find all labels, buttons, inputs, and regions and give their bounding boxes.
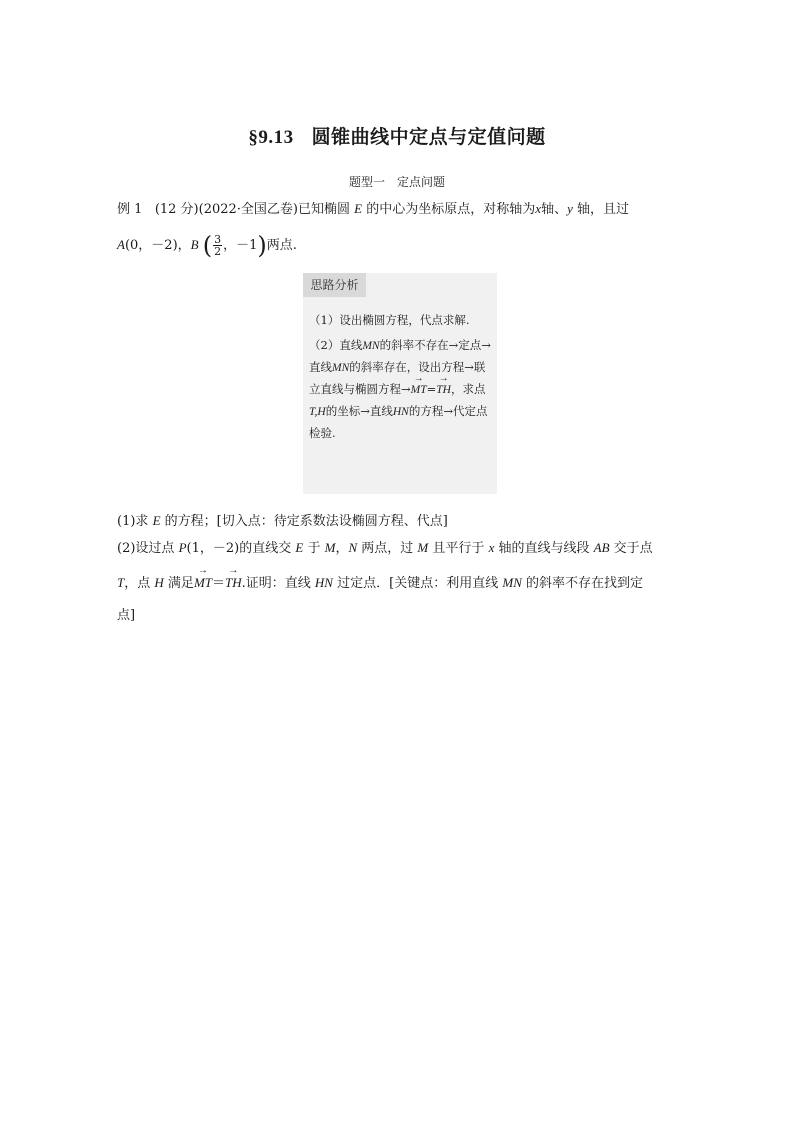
analysis-fragment: 的斜率不存在→定点→直线 xyxy=(309,338,491,374)
analysis-fragment: （2）直线 xyxy=(309,338,363,352)
question-2-line-2 xyxy=(117,573,677,594)
question-text: (1)求 xyxy=(117,514,149,529)
math-var: P xyxy=(178,540,187,555)
math-var: T,H xyxy=(309,406,326,418)
vector-th: → TH xyxy=(225,573,242,593)
example-label: 例 1 xyxy=(117,202,143,217)
analysis-header: 思路分析 xyxy=(303,273,366,297)
equals-sign: = xyxy=(426,382,437,396)
analysis-step-1: （1）设出椭圆方程，代点求解. xyxy=(309,313,470,327)
question-text: 轴的直线与线段 xyxy=(498,541,590,556)
math-var: N xyxy=(348,540,358,555)
question-text: ，点 xyxy=(124,576,151,591)
example-points: (12 分) xyxy=(154,202,199,217)
analysis-fragment: 的坐标→直线 xyxy=(325,404,393,418)
question-text: 两点，过 xyxy=(361,541,414,556)
fraction xyxy=(213,234,222,257)
math-var: A xyxy=(117,237,125,252)
question-text: .证明：直线 xyxy=(241,576,311,591)
type-title: 定点问题 xyxy=(397,175,446,189)
vector-mt: → MT xyxy=(411,380,427,401)
example-text: 轴、 xyxy=(541,202,568,217)
question-text: 过定点． xyxy=(337,576,390,591)
example-text: ，－1 xyxy=(223,238,258,253)
question-2-line-1 xyxy=(117,538,677,559)
math-var: E xyxy=(152,513,161,528)
analysis-box xyxy=(303,273,497,494)
question-hint: 点] xyxy=(117,608,136,623)
example-text: 已知椭圆 xyxy=(298,202,351,217)
question-text: (1，－2)的直线交 xyxy=(186,541,292,556)
math-var: HN xyxy=(314,575,333,590)
question-text: 且平行于 xyxy=(432,541,485,556)
analysis-text xyxy=(309,310,493,444)
paren-open: ( xyxy=(202,231,213,260)
fraction-denominator: 2 xyxy=(214,245,222,258)
math-var: B xyxy=(190,237,199,252)
example-text: 两点. xyxy=(266,238,297,253)
example-text: 的中心为坐标原点，对称轴为 xyxy=(366,202,536,217)
math-var: H xyxy=(154,575,164,590)
question-text: 满足 xyxy=(167,576,194,591)
paren-close: ) xyxy=(257,231,267,260)
type-label: 题型一 xyxy=(348,175,385,189)
question-hint: [切入点：待定系数法设椭圆方程、代点] xyxy=(216,514,448,529)
math-var: M xyxy=(324,540,336,555)
math-var: x xyxy=(535,201,542,216)
math-var: AB xyxy=(593,540,610,555)
question-text: 的方程； xyxy=(164,514,217,529)
analysis-step-2 xyxy=(309,335,493,444)
question-hint: [关键点：利用直线 xyxy=(389,576,499,591)
vector-th: → TH xyxy=(436,380,451,401)
question-text: 交于点 xyxy=(613,541,653,556)
math-var: HN xyxy=(392,406,409,418)
example-line-2 xyxy=(117,231,677,260)
vector-mt: → MT xyxy=(194,573,212,593)
analysis-fragment: 的斜率存在，设出方程→联立直线与椭圆方程→ xyxy=(309,360,486,396)
math-var: y xyxy=(567,201,573,216)
math-var: MN xyxy=(332,362,350,374)
question-2-line-3 xyxy=(117,606,677,626)
example-text: 轴，且过 xyxy=(577,202,630,217)
question-text: 于 xyxy=(307,541,321,556)
math-var: x xyxy=(488,540,495,555)
math-var: E xyxy=(354,201,363,216)
math-var: M xyxy=(417,540,429,555)
section-number: §9.13 xyxy=(248,127,294,148)
math-var: MN xyxy=(502,575,522,590)
page-title xyxy=(0,122,794,149)
example-source: (2022·全国乙卷) xyxy=(198,202,299,217)
example-text: (0，－2)， xyxy=(124,238,191,253)
analysis-fragment: 的方程→代定点检验. xyxy=(309,404,488,440)
question-type-heading xyxy=(0,173,794,190)
equals-sign: ＝ xyxy=(212,576,226,591)
math-var: MN xyxy=(362,340,380,352)
question-hint: 的斜率不存在找到定 xyxy=(526,576,644,591)
math-var: E xyxy=(295,540,304,555)
question-text: (2)设过点 xyxy=(117,541,175,556)
fraction-numerator: 3 xyxy=(214,233,222,246)
math-var: T xyxy=(117,575,125,590)
example-line-1 xyxy=(117,199,677,220)
question-1 xyxy=(117,511,677,532)
question-text: ， xyxy=(335,541,349,556)
section-title: 圆锥曲线中定点与定值问题 xyxy=(311,126,546,148)
analysis-fragment: ，求点 xyxy=(450,382,486,396)
